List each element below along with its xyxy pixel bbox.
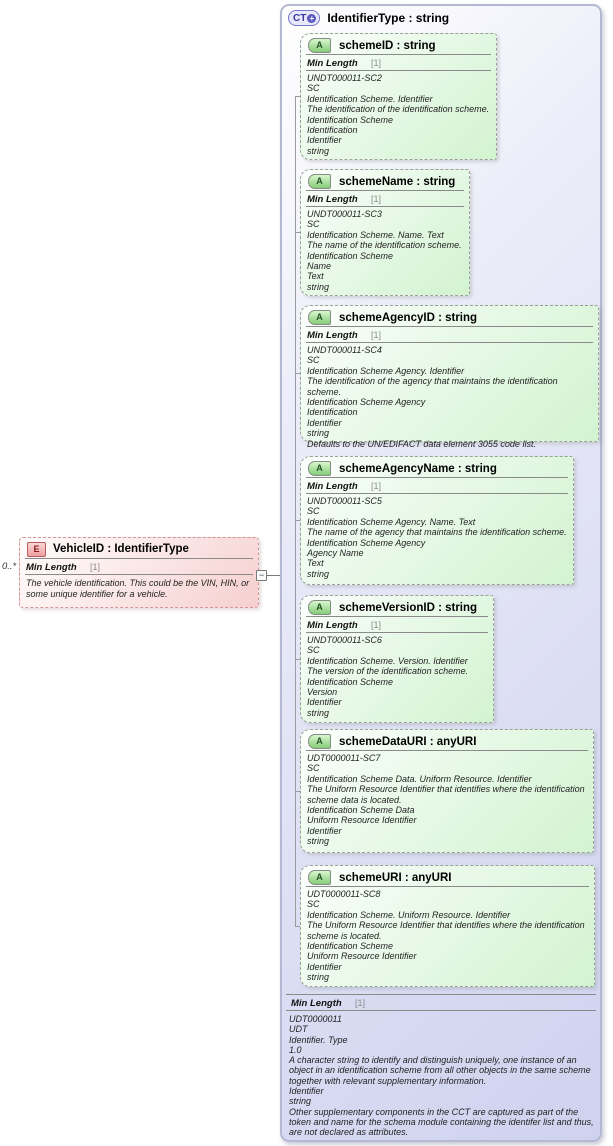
annotation-line: Identification bbox=[307, 407, 358, 418]
attribute-header bbox=[301, 170, 469, 190]
facet-value: [1] bbox=[371, 481, 382, 491]
attribute-icon: A bbox=[308, 870, 331, 885]
annotation-line: Identifier bbox=[307, 961, 342, 972]
cardinality-label: 0..* bbox=[2, 561, 17, 572]
attribute-header bbox=[301, 730, 593, 750]
ct-badge-label: CT bbox=[293, 12, 307, 24]
attribute-header bbox=[301, 306, 598, 326]
attribute-icon: A bbox=[308, 38, 331, 53]
complex-type-icon bbox=[288, 10, 320, 26]
annotation-block bbox=[301, 494, 573, 579]
attribute-rail bbox=[295, 96, 296, 926]
attribute-title: schemeName : string bbox=[339, 175, 456, 188]
annotation-line: Other supplementary components in the CCT are captured as part of the token and name for the schema module containing the identifer list and thus, are not declared as attributes. bbox=[289, 1106, 594, 1138]
attr-box-schemeagencyid[interactable] bbox=[300, 305, 599, 449]
annotation-line: UNDT000011-SC3 bbox=[307, 209, 382, 219]
attribute-header bbox=[301, 457, 573, 477]
annotation-block bbox=[301, 751, 593, 847]
annotation-line: Identification Scheme. Uniform Resource. Identifier bbox=[307, 909, 511, 920]
annotation-line: SC bbox=[307, 645, 320, 656]
annotation-block bbox=[301, 633, 493, 718]
attribute-title: schemeDataURI : anyURI bbox=[339, 735, 477, 748]
facet-name: Min Length bbox=[307, 619, 358, 631]
annotation-line: Text bbox=[307, 271, 324, 282]
annotation-line: Identification Scheme Data. Uniform Resource. Identifier bbox=[307, 773, 532, 784]
annotation-line: The name of the identification scheme. bbox=[307, 240, 462, 251]
facet-value: [1] bbox=[371, 330, 382, 340]
annotation-line: Identification Scheme. Version. Identifier bbox=[307, 655, 468, 666]
annotation-line: UNDT000011-SC6 bbox=[307, 635, 382, 645]
annotation-line: string bbox=[307, 281, 330, 292]
connector-line bbox=[267, 575, 281, 576]
annotation-line: Identification Scheme bbox=[307, 250, 394, 261]
attribute-title: schemeAgencyName : string bbox=[339, 462, 497, 475]
attribute-icon: A bbox=[308, 310, 331, 325]
facet-value: [1] bbox=[371, 620, 382, 630]
annotation-line: string bbox=[289, 1096, 312, 1107]
attr-box-schemename[interactable] bbox=[300, 169, 470, 296]
annotation-line: Identifier bbox=[307, 825, 342, 836]
attr-box-schemeid[interactable] bbox=[300, 33, 497, 160]
annotation-line: Defaults to the UN/EDIFACT data element 3055 code list. bbox=[307, 438, 536, 449]
annotation-line: The Uniform Resource Identifier that identifies where the identification scheme is located. bbox=[307, 920, 585, 941]
annotation-line: Identification Scheme Agency bbox=[307, 537, 426, 548]
annotation-line: SC bbox=[307, 219, 320, 230]
annotation-line: Uniform Resource Identifier bbox=[307, 815, 417, 826]
facet-name: Min Length bbox=[291, 997, 342, 1009]
annotation-line: SC bbox=[307, 83, 320, 94]
facet-row bbox=[301, 327, 598, 342]
attribute-title: schemeVersionID : string bbox=[339, 601, 478, 614]
facet-row bbox=[301, 617, 493, 632]
facet-name: Min Length bbox=[307, 57, 358, 69]
annotation-line: Identification Scheme. Name. Text bbox=[307, 229, 444, 240]
annotation-line: Identifier. Type bbox=[289, 1034, 348, 1045]
annotation-line: UDT0000011 bbox=[289, 1014, 342, 1024]
element-box-vehicleid[interactable] bbox=[19, 537, 259, 608]
attribute-title: schemeAgencyID : string bbox=[339, 311, 478, 324]
annotation-line: Identification Scheme Agency. Name. Text bbox=[307, 516, 476, 527]
element-annotation: The vehicle identification. This could be the VIN, HIN, or some unique identifier for a vehicle. bbox=[26, 578, 250, 599]
annotation-line: The name of the agency that maintains the identification scheme. bbox=[307, 527, 567, 538]
annotation-block bbox=[301, 887, 594, 983]
complex-type-header[interactable] bbox=[288, 10, 449, 26]
facet-name: Min Length bbox=[307, 329, 358, 341]
element-header bbox=[20, 538, 258, 558]
facet-name: Min Length bbox=[26, 561, 77, 573]
type-annotation-block bbox=[289, 1014, 595, 1138]
annotation-line: Identifier bbox=[307, 417, 342, 428]
annotation-line: UNDT000011-SC5 bbox=[307, 496, 382, 506]
annotation-line: Identification Scheme. Identifier bbox=[307, 93, 433, 104]
annotation-line: The identification of the identification scheme. bbox=[307, 104, 490, 115]
annotation-line: SC bbox=[307, 763, 320, 774]
annotation-line: Identification Scheme Agency bbox=[307, 397, 426, 408]
annotation-line: UDT0000011-SC8 bbox=[307, 889, 381, 899]
collapse-button[interactable]: − bbox=[256, 570, 267, 581]
attr-box-schemeuri[interactable] bbox=[300, 865, 595, 987]
annotation-line: A character string to identify and distinguish uniquely, one instance of an object in an identification scheme from all other objects in the same scheme together with relevant supplementary information. bbox=[289, 1055, 591, 1086]
annotation-line: UNDT000011-SC2 bbox=[307, 73, 382, 83]
facet-row bbox=[301, 55, 496, 70]
annotation-line: Identifier bbox=[307, 697, 342, 708]
annotation-line: 1.0 bbox=[289, 1044, 302, 1055]
annotation-line: SC bbox=[307, 506, 320, 517]
annotation-line: UNDT000011-SC4 bbox=[307, 345, 382, 355]
annotation-line: SC bbox=[307, 899, 320, 910]
annotation-line: Name bbox=[307, 261, 332, 272]
annotation-line: UDT0000011-SC7 bbox=[307, 753, 381, 763]
annotation-line: string bbox=[307, 972, 330, 983]
facet-row bbox=[301, 191, 469, 206]
annotation-line: Identification Scheme bbox=[307, 114, 394, 125]
annotation-line: string bbox=[307, 428, 330, 439]
attr-box-schemeversionid[interactable] bbox=[300, 595, 494, 723]
annotation-line: UDT bbox=[289, 1024, 308, 1035]
complex-type-panel[interactable] bbox=[280, 4, 602, 1142]
annotation-line: Identification Scheme Agency. Identifier bbox=[307, 365, 465, 376]
annotation-block bbox=[301, 207, 469, 292]
annotation-line: string bbox=[307, 836, 330, 847]
annotation-line: Identification Scheme bbox=[307, 676, 394, 687]
divider bbox=[286, 1010, 596, 1011]
attr-box-schemedatauri[interactable] bbox=[300, 729, 594, 853]
attribute-icon: A bbox=[308, 174, 331, 189]
annotation-line: Uniform Resource Identifier bbox=[307, 951, 417, 962]
annotation-line: Identifier bbox=[289, 1086, 324, 1097]
annotation-line: SC bbox=[307, 355, 320, 366]
annotation-line: string bbox=[307, 568, 330, 579]
annotation-line: string bbox=[307, 145, 330, 156]
attribute-header bbox=[301, 596, 493, 616]
element-title: VehicleID : IdentifierType bbox=[53, 543, 189, 555]
plus-icon: + bbox=[307, 14, 316, 23]
facet-value: [1] bbox=[90, 562, 101, 572]
annotation-line: Identification bbox=[307, 125, 358, 136]
facet-value: [1] bbox=[371, 194, 382, 204]
attribute-icon: A bbox=[308, 461, 331, 476]
annotation-line: Text bbox=[307, 558, 324, 569]
annotation-line: The identification of the agency that maintains the identification scheme. bbox=[307, 376, 558, 397]
annotation-line: The version of the identification scheme. bbox=[307, 666, 469, 677]
attribute-title: schemeURI : anyURI bbox=[339, 871, 452, 884]
facet-value: [1] bbox=[371, 58, 382, 68]
annotation-line: string bbox=[307, 707, 330, 718]
facet-row bbox=[301, 478, 573, 493]
annotation-line: The Uniform Resource Identifier that identifies where the identification scheme data is located. bbox=[307, 784, 585, 805]
annotation-line: Identifier bbox=[307, 135, 342, 146]
annotation-line: Identification Scheme bbox=[307, 941, 394, 952]
attribute-icon: A bbox=[308, 734, 331, 749]
annotation-block bbox=[301, 71, 496, 156]
type-facet-section bbox=[285, 994, 597, 1011]
annotation-line: Agency Name bbox=[307, 548, 364, 559]
facet-row bbox=[285, 995, 597, 1010]
annotation-block bbox=[301, 343, 598, 449]
attribute-header bbox=[301, 866, 594, 886]
facet-name: Min Length bbox=[307, 480, 358, 492]
annotation-line: Version bbox=[307, 687, 338, 698]
attribute-header bbox=[301, 34, 496, 54]
facet-name: Min Length bbox=[307, 193, 358, 205]
complex-type-title: IdentifierType : string bbox=[327, 11, 450, 25]
element-icon: E bbox=[27, 542, 46, 557]
attr-box-schemeagencyname[interactable] bbox=[300, 456, 574, 585]
facet-row bbox=[20, 559, 258, 574]
facet-value: [1] bbox=[355, 998, 366, 1008]
annotation-line: Identification Scheme Data bbox=[307, 805, 415, 816]
attribute-title: schemeID : string bbox=[339, 39, 436, 52]
attribute-icon: A bbox=[308, 600, 331, 615]
